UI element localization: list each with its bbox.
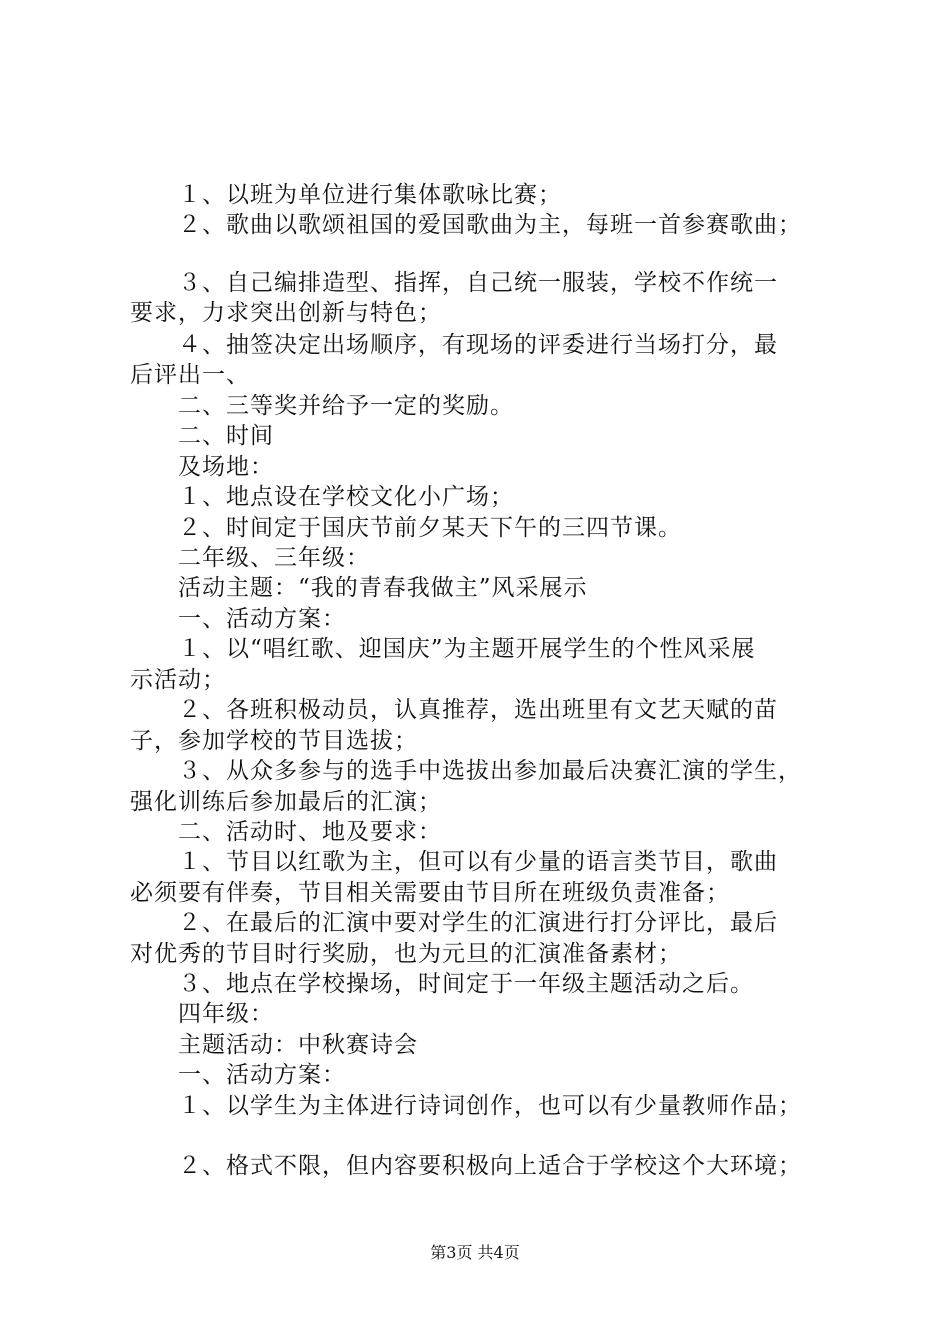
text-line: ４、抽签决定出场顺序，有现场的评委进行当场打分，最 xyxy=(130,332,778,358)
text-line: 及场地： xyxy=(130,454,274,480)
text-line: 示活动； xyxy=(130,667,226,693)
text-line: 二、时间 xyxy=(130,423,274,449)
text-line: ２、格式不限，但内容要积极向上适合于学校这个大环境； xyxy=(130,1153,802,1179)
text-line: 一、活动方案： xyxy=(130,606,346,632)
text-line: ２、各班积极动员，认真推荐，选出班里有文艺天赋的苗 xyxy=(130,697,778,723)
text-line: 对优秀的节目时行奖励，也为元旦的汇演准备素材； xyxy=(130,941,682,967)
text-line: １、以“唱红歌、迎国庆”为主题开展学生的个性风采展 xyxy=(130,636,756,662)
text-line: 二、三等奖并给予一定的奖励。 xyxy=(130,393,514,419)
page-footer: 第3页 共4页 xyxy=(430,1243,520,1262)
text-line: ２、在最后的汇演中要对学生的汇演进行打分评比，最后 xyxy=(130,910,778,936)
text-line: １、地点设在学校文化小广场； xyxy=(130,484,514,510)
text-line: ３、从众多参与的选手中选拔出参加最后决赛汇演的学生， xyxy=(130,758,802,784)
text-line: 二、活动时、地及要求： xyxy=(130,819,442,845)
text-line: ３、自己编排造型、指挥，自己统一服装，学校不作统一 xyxy=(130,270,778,296)
text-line: 活动主题：“我的青春我做主”风采展示 xyxy=(130,575,588,601)
text-line: 后评出一、 xyxy=(130,362,250,388)
text-line: 四年级： xyxy=(130,1001,274,1027)
text-line: 子，参加学校的节目选拔； xyxy=(130,728,418,754)
text-line: ２、时间定于国庆节前夕某天下午的三四节课。 xyxy=(130,515,682,541)
text-line: 要求，力求突出创新与特色； xyxy=(130,300,442,326)
text-line: １、以学生为主体进行诗词创作，也可以有少量教师作品； xyxy=(130,1093,802,1119)
text-line: 二年级、三年级： xyxy=(130,545,370,571)
text-line: 主题活动：中秋赛诗会 xyxy=(130,1032,418,1058)
text-line: １、节目以红歌为主，但可以有少量的语言类节目，歌曲 xyxy=(130,849,778,875)
text-line: ２、歌曲以歌颂祖国的爱国歌曲为主，每班一首参赛歌曲； xyxy=(130,212,802,238)
text-line: 一、活动方案： xyxy=(130,1062,346,1088)
text-line: 强化训练后参加最后的汇演； xyxy=(130,789,442,815)
text-line: １、以班为单位进行集体歌咏比赛； xyxy=(130,182,562,208)
text-line: ３、地点在学校操场，时间定于一年级主题活动之后。 xyxy=(130,971,754,997)
text-line: 必须要有伴奏，节目相关需要由节目所在班级负责准备； xyxy=(130,880,730,906)
